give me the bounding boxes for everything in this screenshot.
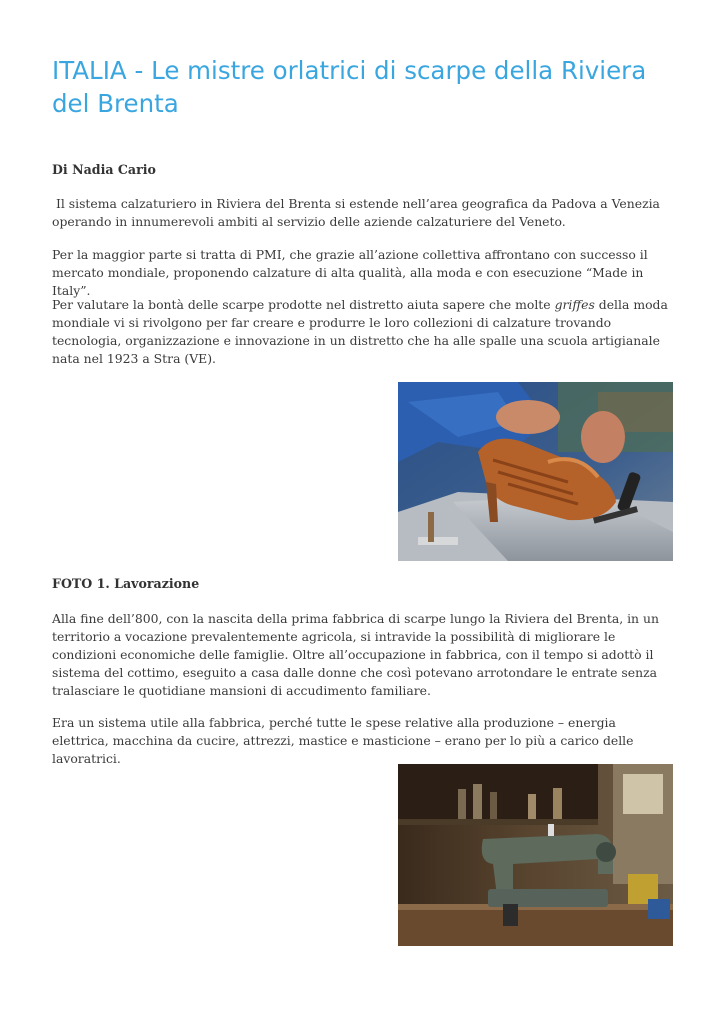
article-title: ITALIA - Le mistre orlatrici di scarpe della Riviera del Brenta: [52, 56, 647, 118]
photo1-caption: FOTO 1. Lavorazione: [52, 576, 200, 591]
shoe-crafting-photo: [398, 382, 673, 561]
paragraph-griffes-italic: griffes: [554, 297, 595, 312]
paragraph-history: Alla fine dell’800, con la nascita della prima fabbrica di scarpe lungo la Riviera del Brenta, in un territorio a vocazione prevalentemente agricola, si intravide la possibilità di migliorare le condizioni economiche delle famiglie. Oltre all’occupazione in fabbrica, con il tempo si adottò il sistema del cottimo, eseguito a casa dalle donne che così potevano arrotondare le entrate senza tralasciare le quotidiane mansioni di accudimento familiare.: [52, 611, 659, 698]
paragraph-griffes-text-b: della moda mondiale vi si rivolgono per far creare e produrre le loro collezioni di calzature trovando tecnologia, organizzazione e innovazione in un distretto che ha alle spalle una scuola artigianale nata nel 1923 a Stra (VE).: [52, 297, 668, 366]
paragraph-griffes-text-a: Per valutare la bontà delle scarpe prodotte nel distretto aiuta sapere che molte: [52, 297, 555, 312]
author-byline: Di Nadia Cario: [52, 162, 156, 177]
paragraph-costs: Era un sistema utile alla fabbrica, perché tutte le spese relative alla produzione – energia elettrica, macchina da cucire, attrezzi, mastice e masticione – erano per lo più a carico delle lavoratrici.: [52, 715, 634, 766]
paragraph-griffes: [52, 296, 676, 368]
sewing-machine-photo: [398, 764, 673, 946]
paragraph-pmi: Per la maggior parte si tratta di PMI, che grazie all’azione collettiva affrontano con successo il mercato mondiale, proponendo calzature di alta qualità, alla moda e con esecuzione “Made in Italy”.: [52, 247, 648, 298]
paragraph-intro: Il sistema calzaturiero in Riviera del Brenta si estende nell’area geografica da Padova a Venezia operando in innumerevoli ambiti al servizio delle aziende calzaturiere del Veneto.: [52, 196, 664, 229]
